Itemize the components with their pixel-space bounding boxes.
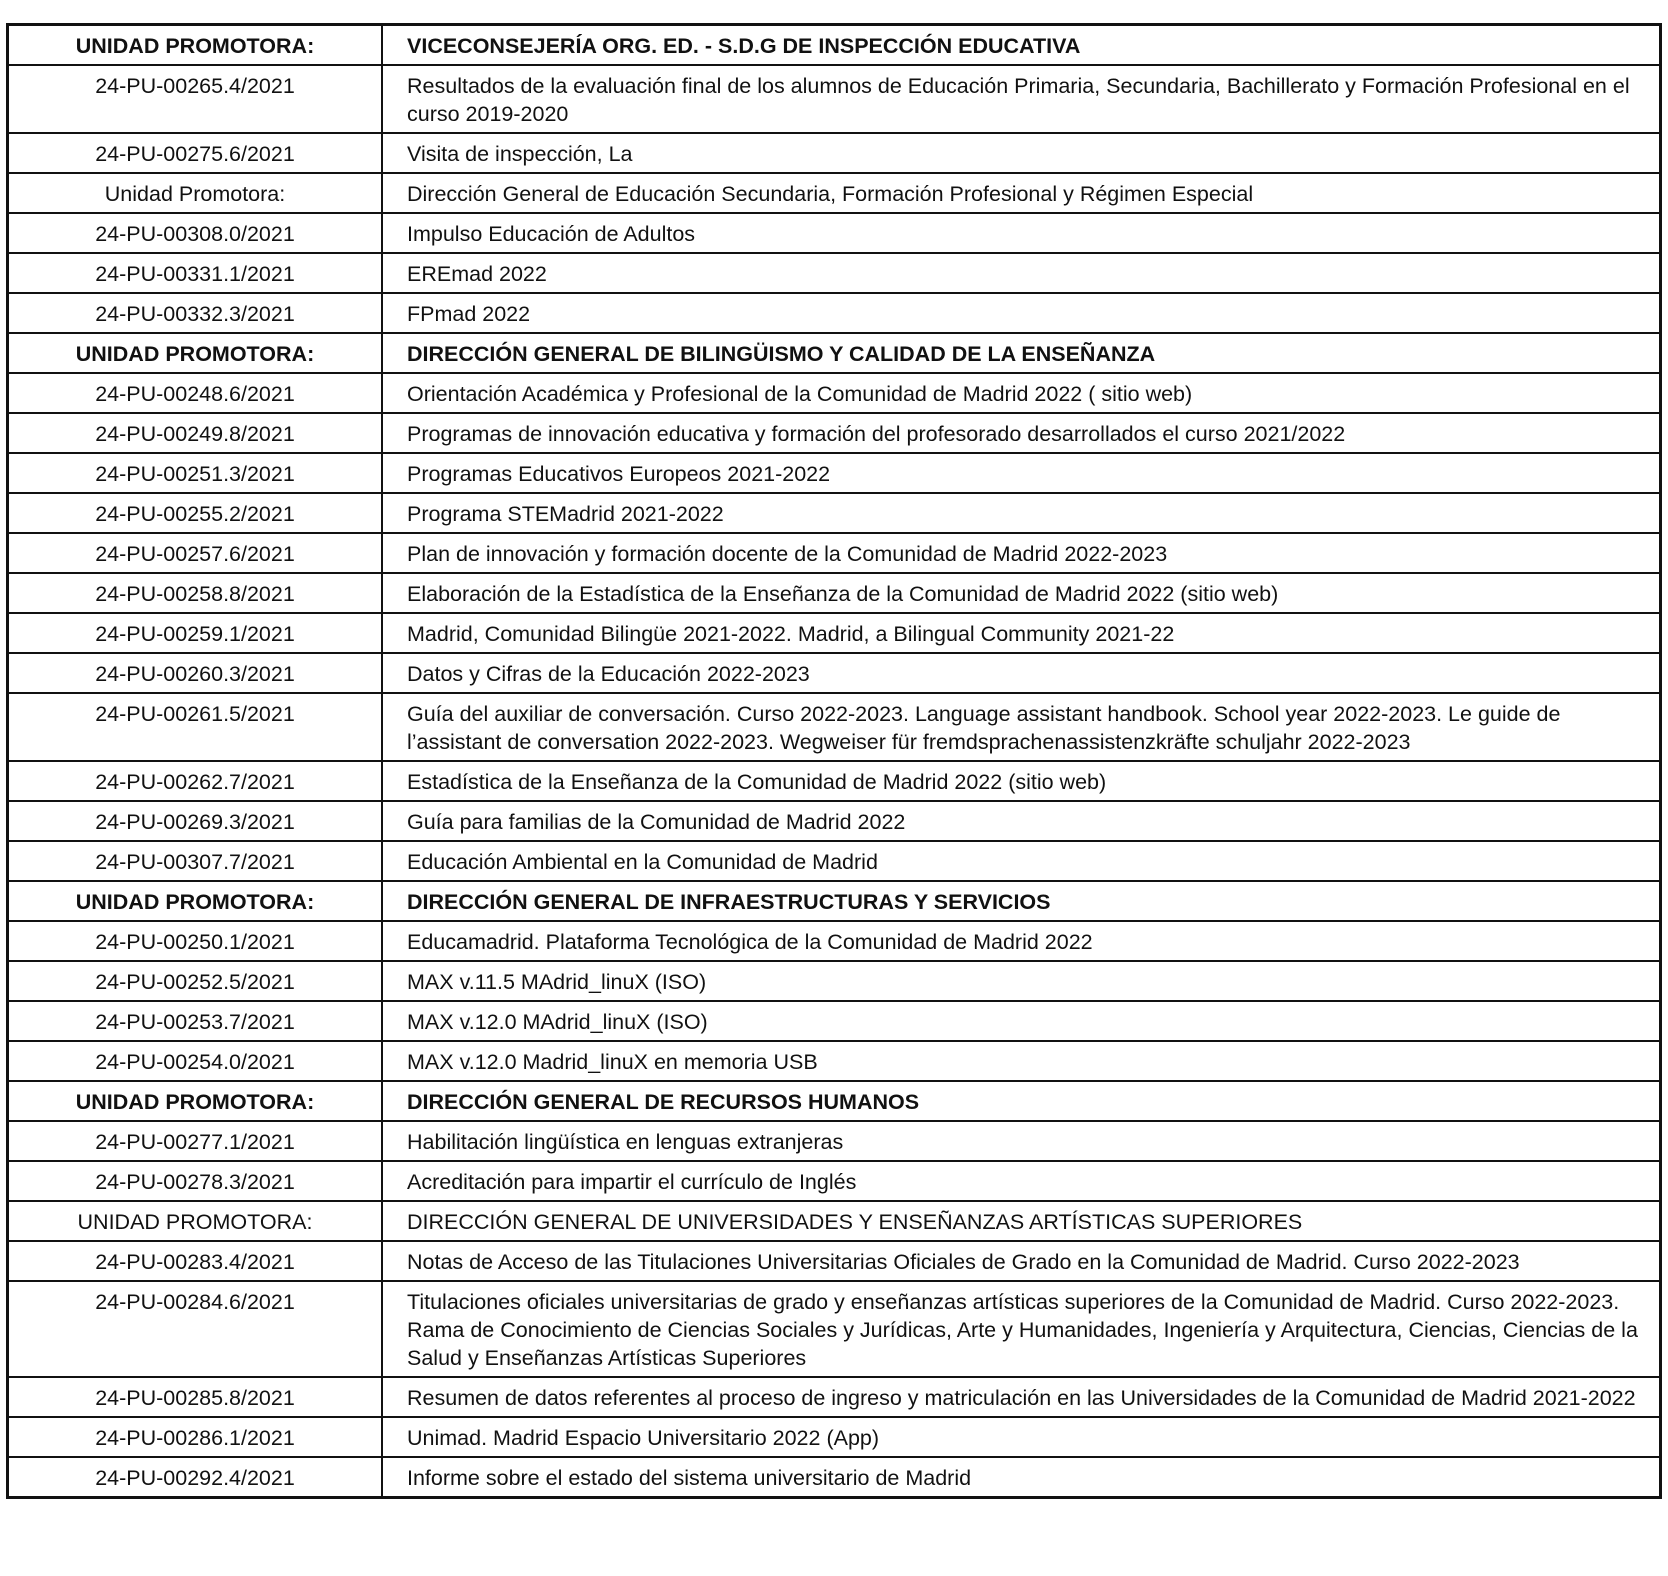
- description-cell: Guía para familias de la Comunidad de Madrid 2022: [382, 801, 1661, 841]
- table-row: [8, 1121, 1661, 1161]
- table-row: [8, 693, 1661, 761]
- table-row: [8, 653, 1661, 693]
- code-cell: 24-PU-00277.1/2021: [8, 1121, 383, 1161]
- description-cell: Educamadrid. Plataforma Tecnológica de la Comunidad de Madrid 2022: [382, 921, 1661, 961]
- description-cell: Impulso Educación de Adultos: [382, 213, 1661, 253]
- table-body: [8, 25, 1661, 1498]
- description-cell: MAX v.12.0 MAdrid_linuX (ISO): [382, 1001, 1661, 1041]
- unit-header-row: [8, 1201, 1661, 1241]
- code-cell: 24-PU-00249.8/2021: [8, 413, 383, 453]
- unit-header-row: [8, 25, 1661, 66]
- description-cell: FPmad 2022: [382, 293, 1661, 333]
- code-cell: 24-PU-00254.0/2021: [8, 1041, 383, 1081]
- description-cell: Educación Ambiental en la Comunidad de Madrid: [382, 841, 1661, 881]
- table-row: [8, 1041, 1661, 1081]
- table-row: [8, 133, 1661, 173]
- code-cell: 24-PU-00255.2/2021: [8, 493, 383, 533]
- code-cell: 24-PU-00269.3/2021: [8, 801, 383, 841]
- table-row: [8, 1457, 1661, 1498]
- description-cell: Resumen de datos referentes al proceso de ingreso y matriculación en las Universidades de la Comunidad de Madrid 2021-2022: [382, 1377, 1661, 1417]
- description-cell: DIRECCIÓN GENERAL DE BILINGÜISMO Y CALIDAD DE LA ENSEÑANZA: [382, 333, 1661, 373]
- table-row: [8, 213, 1661, 253]
- description-cell: Datos y Cifras de la Educación 2022-2023: [382, 653, 1661, 693]
- code-cell: UNIDAD PROMOTORA:: [8, 333, 383, 373]
- table-row: [8, 493, 1661, 533]
- description-cell: Programas Educativos Europeos 2021-2022: [382, 453, 1661, 493]
- code-cell: 24-PU-00308.0/2021: [8, 213, 383, 253]
- table-row: [8, 1001, 1661, 1041]
- table-row: [8, 453, 1661, 493]
- code-cell: 24-PU-00253.7/2021: [8, 1001, 383, 1041]
- description-cell: DIRECCIÓN GENERAL DE UNIVERSIDADES Y ENSEÑANZAS ARTÍSTICAS SUPERIORES: [382, 1201, 1661, 1241]
- table-row: [8, 293, 1661, 333]
- table-row: [8, 921, 1661, 961]
- code-cell: 24-PU-00248.6/2021: [8, 373, 383, 413]
- code-cell: 24-PU-00257.6/2021: [8, 533, 383, 573]
- table-row: [8, 373, 1661, 413]
- table-row: [8, 1161, 1661, 1201]
- code-cell: 24-PU-00284.6/2021: [8, 1281, 383, 1377]
- code-cell: 24-PU-00261.5/2021: [8, 693, 383, 761]
- description-cell: Madrid, Comunidad Bilingüe 2021-2022. Madrid, a Bilingual Community 2021-22: [382, 613, 1661, 653]
- description-cell: Unimad. Madrid Espacio Universitario 2022 (App): [382, 1417, 1661, 1457]
- description-cell: EREmad 2022: [382, 253, 1661, 293]
- description-cell: MAX v.11.5 MAdrid_linuX (ISO): [382, 961, 1661, 1001]
- code-cell: 24-PU-00259.1/2021: [8, 613, 383, 653]
- code-cell: 24-PU-00262.7/2021: [8, 761, 383, 801]
- description-cell: Plan de innovación y formación docente de la Comunidad de Madrid 2022-2023: [382, 533, 1661, 573]
- description-cell: MAX v.12.0 Madrid_linuX en memoria USB: [382, 1041, 1661, 1081]
- table-row: [8, 1241, 1661, 1281]
- description-cell: Acreditación para impartir el currículo de Inglés: [382, 1161, 1661, 1201]
- description-cell: Programas de innovación educativa y formación del profesorado desarrollados el curso 2021/2022: [382, 413, 1661, 453]
- table-row: [8, 1417, 1661, 1457]
- code-cell: UNIDAD PROMOTORA:: [8, 25, 383, 66]
- table-row: [8, 613, 1661, 653]
- code-cell: UNIDAD PROMOTORA:: [8, 1201, 383, 1241]
- code-cell: 24-PU-00258.8/2021: [8, 573, 383, 613]
- code-cell: 24-PU-00250.1/2021: [8, 921, 383, 961]
- description-cell: Dirección General de Educación Secundaria, Formación Profesional y Régimen Especial: [382, 173, 1661, 213]
- table-row: [8, 413, 1661, 453]
- description-cell: Orientación Académica y Profesional de la Comunidad de Madrid 2022 ( sitio web): [382, 373, 1661, 413]
- description-cell: Estadística de la Enseñanza de la Comunidad de Madrid 2022 (sitio web): [382, 761, 1661, 801]
- table-row: [8, 1281, 1661, 1377]
- code-cell: 24-PU-00283.4/2021: [8, 1241, 383, 1281]
- description-cell: DIRECCIÓN GENERAL DE RECURSOS HUMANOS: [382, 1081, 1661, 1121]
- unit-header-row: [8, 173, 1661, 213]
- table-row: [8, 841, 1661, 881]
- code-cell: 24-PU-00286.1/2021: [8, 1417, 383, 1457]
- table-row: [8, 801, 1661, 841]
- description-cell: VICECONSEJERÍA ORG. ED. - S.D.G DE INSPECCIÓN EDUCATIVA: [382, 25, 1661, 66]
- table-row: [8, 961, 1661, 1001]
- description-cell: Habilitación lingüística en lenguas extranjeras: [382, 1121, 1661, 1161]
- description-cell: Resultados de la evaluación final de los alumnos de Educación Primaria, Secundaria, Bachillerato y Formación Profesional en el curso 2019-2020: [382, 65, 1661, 133]
- code-cell: 24-PU-00307.7/2021: [8, 841, 383, 881]
- code-cell: 24-PU-00260.3/2021: [8, 653, 383, 693]
- code-cell: 24-PU-00252.5/2021: [8, 961, 383, 1001]
- description-cell: DIRECCIÓN GENERAL DE INFRAESTRUCTURAS Y SERVICIOS: [382, 881, 1661, 921]
- code-cell: UNIDAD PROMOTORA:: [8, 1081, 383, 1121]
- code-cell: 24-PU-00265.4/2021: [8, 65, 383, 133]
- description-cell: Informe sobre el estado del sistema universitario de Madrid: [382, 1457, 1661, 1498]
- table-row: [8, 253, 1661, 293]
- table-row: [8, 65, 1661, 133]
- description-cell: Notas de Acceso de las Titulaciones Universitarias Oficiales de Grado en la Comunidad de Madrid. Curso 2022-2023: [382, 1241, 1661, 1281]
- table-row: [8, 761, 1661, 801]
- unit-header-row: [8, 333, 1661, 373]
- description-cell: Guía del auxiliar de conversación. Curso 2022-2023. Language assistant handbook. School year 2022-2023. Le guide de l’assistant de conversation 2022-2023. Wegweiser für fremdsprachenassistenzkräfte schuljahr 2022-2023: [382, 693, 1661, 761]
- description-cell: Programa STEMadrid 2021-2022: [382, 493, 1661, 533]
- code-cell: 24-PU-00292.4/2021: [8, 1457, 383, 1498]
- code-cell: 24-PU-00332.3/2021: [8, 293, 383, 333]
- code-cell: Unidad Promotora:: [8, 173, 383, 213]
- code-cell: 24-PU-00285.8/2021: [8, 1377, 383, 1417]
- unit-header-row: [8, 1081, 1661, 1121]
- table-row: [8, 1377, 1661, 1417]
- description-cell: Titulaciones oficiales universitarias de grado y enseñanzas artísticas superiores de la Comunidad de Madrid. Curso 2022-2023. Rama de Conocimiento de Ciencias Sociales y Jurídicas, Arte y Humanidades, Ingeniería y Arquitectura, Ciencias, Ciencias de la Salud y Enseñanzas Artísticas Superiores: [382, 1281, 1661, 1377]
- code-cell: 24-PU-00278.3/2021: [8, 1161, 383, 1201]
- code-cell: UNIDAD PROMOTORA:: [8, 881, 383, 921]
- table-row: [8, 573, 1661, 613]
- code-cell: 24-PU-00275.6/2021: [8, 133, 383, 173]
- description-cell: Elaboración de la Estadística de la Enseñanza de la Comunidad de Madrid 2022 (sitio web): [382, 573, 1661, 613]
- table-row: [8, 533, 1661, 573]
- code-cell: 24-PU-00331.1/2021: [8, 253, 383, 293]
- publications-table: [6, 23, 1662, 1499]
- code-cell: 24-PU-00251.3/2021: [8, 453, 383, 493]
- description-cell: Visita de inspección, La: [382, 133, 1661, 173]
- unit-header-row: [8, 881, 1661, 921]
